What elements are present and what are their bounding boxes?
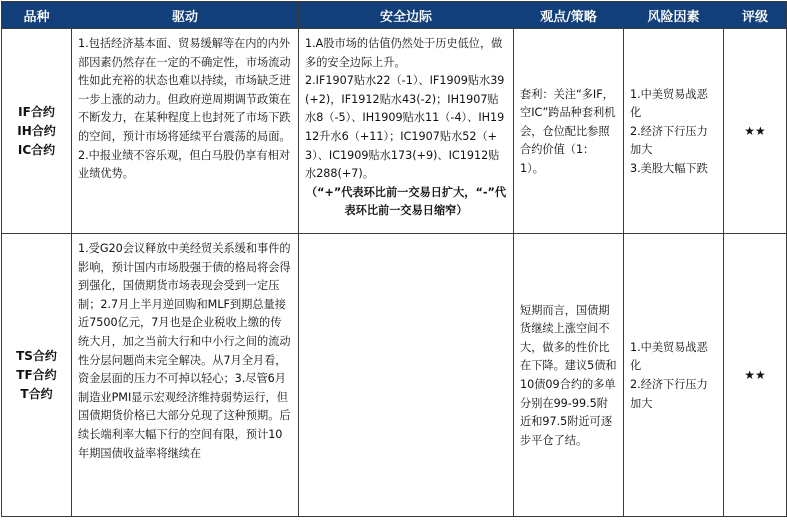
safety-cell <box>299 234 514 517</box>
drivers-paragraph: 2.中报业绩不容乐观，但白马股仍享有相对业绩优势。 <box>78 148 291 181</box>
variety-cell <box>2 29 72 234</box>
risk-cell <box>624 234 724 517</box>
header-risk: 风险因素 <box>624 2 724 29</box>
strategy-cell <box>514 234 624 517</box>
strategy-text: 套利：关注“多IF，空IC”跨品种套利机会，仓位配比参照合约价值（1：1）。 <box>520 87 616 175</box>
table-row <box>2 29 787 234</box>
header-row <box>2 2 787 29</box>
drivers-paragraph: 1.受G20会议释放中美经贸关系缓和事件的影响，预计国内市场股强于债的格局将会得到强化，国债期货市场表现会受到一定压制；2.7月上半月逆回购和MLF到期总量接近7500亿元，7月也是企业税收上缴的传统大月，加之当前大行和中小行之间的流动性分层问题尚未完全解决。从7月全月看，资金层面的压力不可掉以轻心；3.尽管6月制造业PMI显示宏观经济维持弱势运行，但国债期货价格已大部分兑现了这种预期。后续长端利率大幅下行的空间有限，预计10年期国债收益率将继续在 <box>78 242 291 460</box>
header-rating: 评级 <box>724 2 787 29</box>
risk-item: 1.中美贸易战恶化 <box>630 87 708 120</box>
risk-item: 2.经济下行压力加大 <box>630 378 708 410</box>
risk-item: 1.中美贸易战恶化 <box>630 340 708 373</box>
safety-paragraph: 1.A股市场的估值仍然处于历史低位，做多的安全边际上升。 <box>305 37 503 69</box>
variety-label: IH合约 <box>17 123 56 138</box>
header-drivers: 驱动 <box>72 2 299 29</box>
safety-paragraph: 2.IF1907贴水22（-1）、IF1909贴水39(+2)，IF1912贴水43(-2)；IH1907贴水8（-5）、IH1909贴水11（-4）、IH1912升水6（+11）；IC1907贴水52（+3）、IC1909贴水173(+9)、IC1912贴水288(+7)。 <box>305 74 505 181</box>
risk-item: 3.美股大幅下跌 <box>630 161 708 175</box>
strategy-text: 短期而言，国债期货继续上涨空间不大，做多的性价比在下降。建议5债和10债09合约的多单分别在99-99.5附近和97.5附近可逐步平仓了结。 <box>520 303 617 447</box>
variety-cell <box>2 234 72 517</box>
variety-label: TS合约 <box>16 348 57 363</box>
safety-note: （“+”代表环比前一交易日扩大，“-”代表环比前一交易日缩窄） <box>305 185 507 218</box>
header-safety-margin: 安全边际 <box>299 2 514 29</box>
rating-cell: ★★ <box>724 29 787 234</box>
header-variety: 品种 <box>2 2 72 29</box>
strategy-cell <box>514 29 624 234</box>
risk-item: 2.经济下行压力加大 <box>630 124 708 157</box>
variety-label: IC合约 <box>17 142 56 157</box>
table-row <box>2 234 787 517</box>
drivers-cell <box>72 234 299 517</box>
drivers-cell <box>72 29 299 234</box>
variety-label: IF合约 <box>18 104 55 119</box>
safety-cell <box>299 29 514 234</box>
risk-cell <box>624 29 724 234</box>
variety-label: T合约 <box>20 386 53 401</box>
drivers-paragraph: 1.包括经济基本面、贸易缓解等在内的内外部因素仍然存在一定的不确定性，市场流动性如此充裕的状态也难以持续，市场缺乏进一步上涨的动力。但政府逆周期调节政策在不断发力，在某种程度上也封死了市场下跌的空间，预计市场将延续平台震荡的局面。 <box>78 37 291 143</box>
futures-strategy-table <box>1 1 787 517</box>
header-strategy: 观点/策略 <box>514 2 624 29</box>
variety-label: TF合约 <box>16 367 57 382</box>
rating-cell: ★★ <box>724 234 787 517</box>
